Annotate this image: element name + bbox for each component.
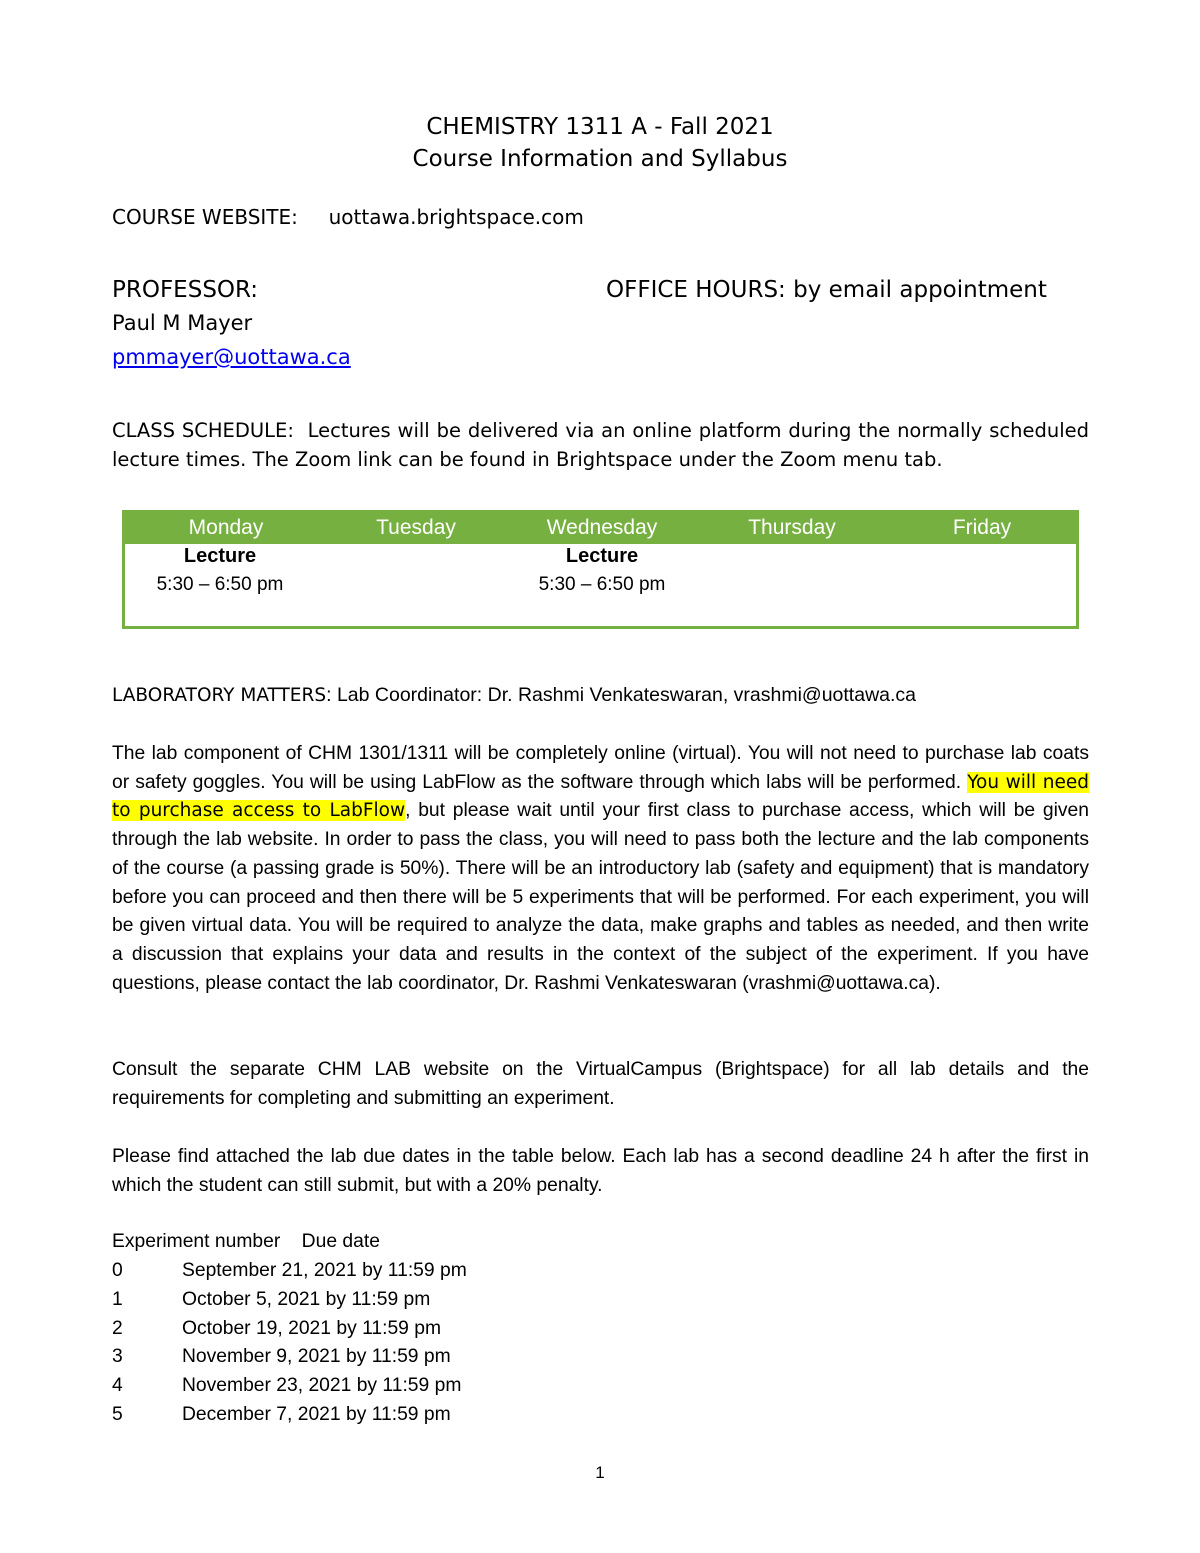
experiments-header: Experiment number Due date: [112, 1231, 380, 1252]
course-website-label: COURSE WEBSITE:: [112, 205, 298, 229]
day-thursday: Thursday: [748, 516, 836, 539]
wednesday-slot-time: 5:30 – 6:50 pm: [538, 574, 666, 595]
lab-paragraph-1-start: The lab component of CHM 1301/1311 will be completely online (virtual). You will not need to purchase lab coats or safety goggles. You will be using LabFlow as the software through which labs will be performed.: [112, 743, 1089, 793]
laboratory-label: LABORATORY MATTERS: [112, 685, 327, 706]
day-friday: Friday: [952, 516, 1012, 539]
office-hours-value: by email appointment: [793, 277, 1047, 303]
experiment-number: 5: [112, 1404, 123, 1425]
class-schedule-label: CLASS SCHEDULE:: [112, 419, 294, 442]
experiment-number: 0: [112, 1260, 123, 1281]
laboratory-line: [112, 684, 916, 707]
class-schedule-paragraph: [112, 417, 1089, 474]
day-tuesday: Tuesday: [376, 516, 456, 539]
experiment-number: 4: [112, 1375, 123, 1396]
day-monday: Monday: [188, 516, 264, 539]
monday-slot-time: 5:30 – 6:50 pm: [156, 574, 284, 595]
monday-slot-title: Lecture: [183, 545, 257, 567]
professor-label: PROFESSOR:: [112, 277, 259, 303]
experiment-row: [112, 1372, 461, 1401]
professor-name: Paul M Mayer: [112, 311, 253, 335]
experiment-row: [112, 1257, 467, 1286]
document-subtitle: Course Information and Syllabus: [412, 146, 788, 172]
experiment-due-date: October 5, 2021 by 11:59 pm: [182, 1289, 431, 1310]
document-title: CHEMISTRY 1311 A - Fall 2021: [426, 114, 774, 140]
experiment-due-date: November 9, 2021 by 11:59 pm: [182, 1346, 451, 1367]
professor-email-link[interactable]: pmmayer@uottawa.ca: [112, 345, 351, 369]
experiment-due-date: November 23, 2021 by 11:59 pm: [182, 1375, 462, 1396]
office-hours-label: OFFICE HOURS:: [606, 277, 786, 303]
experiment-row: [112, 1401, 451, 1430]
experiment-number: 1: [112, 1289, 123, 1310]
wednesday-slot-title: Lecture: [565, 545, 639, 567]
schedule-table: [122, 510, 1079, 629]
experiment-due-date: December 7, 2021 by 11:59 pm: [182, 1404, 451, 1425]
experiment-number: 2: [112, 1318, 123, 1339]
office-hours-line: [606, 277, 1047, 303]
labflow-highlight: You will need to purchase access to LabFlow: [112, 771, 1089, 822]
experiment-due-date: September 21, 2021 by 11:59 pm: [182, 1260, 467, 1281]
course-website-line: [112, 205, 584, 229]
experiment-row: [112, 1315, 441, 1344]
day-wednesday: Wednesday: [546, 516, 658, 539]
page-number: 1: [595, 1463, 605, 1482]
experiment-row: [112, 1286, 430, 1315]
lab-paragraph-1: [112, 740, 1089, 998]
schedule-table-header: [125, 513, 1076, 544]
experiment-number: 3: [112, 1346, 123, 1367]
lab-paragraph-2: Consult the separate CHM LAB website on the VirtualCampus (Brightspace) for all lab details and the requirements for completing and submitting an experiment.: [112, 1059, 1089, 1109]
class-schedule-text: Lectures will be delivered via an online platform during the normally scheduled lecture times. The Zoom link can be found in Brightspace under the Zoom menu tab.: [112, 419, 1089, 471]
lab-paragraph-1-end: , but please wait until your first class to purchase access, which will be given through the lab website. In order to pass the class, you will need to pass both the lecture and the lab components of the course (a passing grade is 50%). There will be an introductory lab (safety and equipment) that is mandatory before you can proceed and then there will be 5 experiments that will be performed. For each experiment, you will be given virtual data. You will be required to analyze the data, make graphs and tables as needed, and then write a discussion that explains your data and results in the context of the subject of the experiment. If you have questions, please contact the lab coordinator, Dr. Rashmi Venkateswaran (vrashmi@uottawa.ca).: [112, 800, 1089, 994]
experiment-due-date: October 19, 2021 by 11:59 pm: [182, 1318, 442, 1339]
experiment-row: [112, 1343, 451, 1372]
laboratory-coordinator: : Lab Coordinator: Dr. Rashmi Venkateswaran, vrashmi@uottawa.ca: [326, 684, 917, 706]
course-website-value: uottawa.brightspace.com: [328, 205, 584, 229]
lab-paragraph-3: Please find attached the lab due dates in the table below. Each lab has a second deadline 24 h after the first in which the student can still submit, but with a 20% penalty.: [112, 1146, 1089, 1196]
